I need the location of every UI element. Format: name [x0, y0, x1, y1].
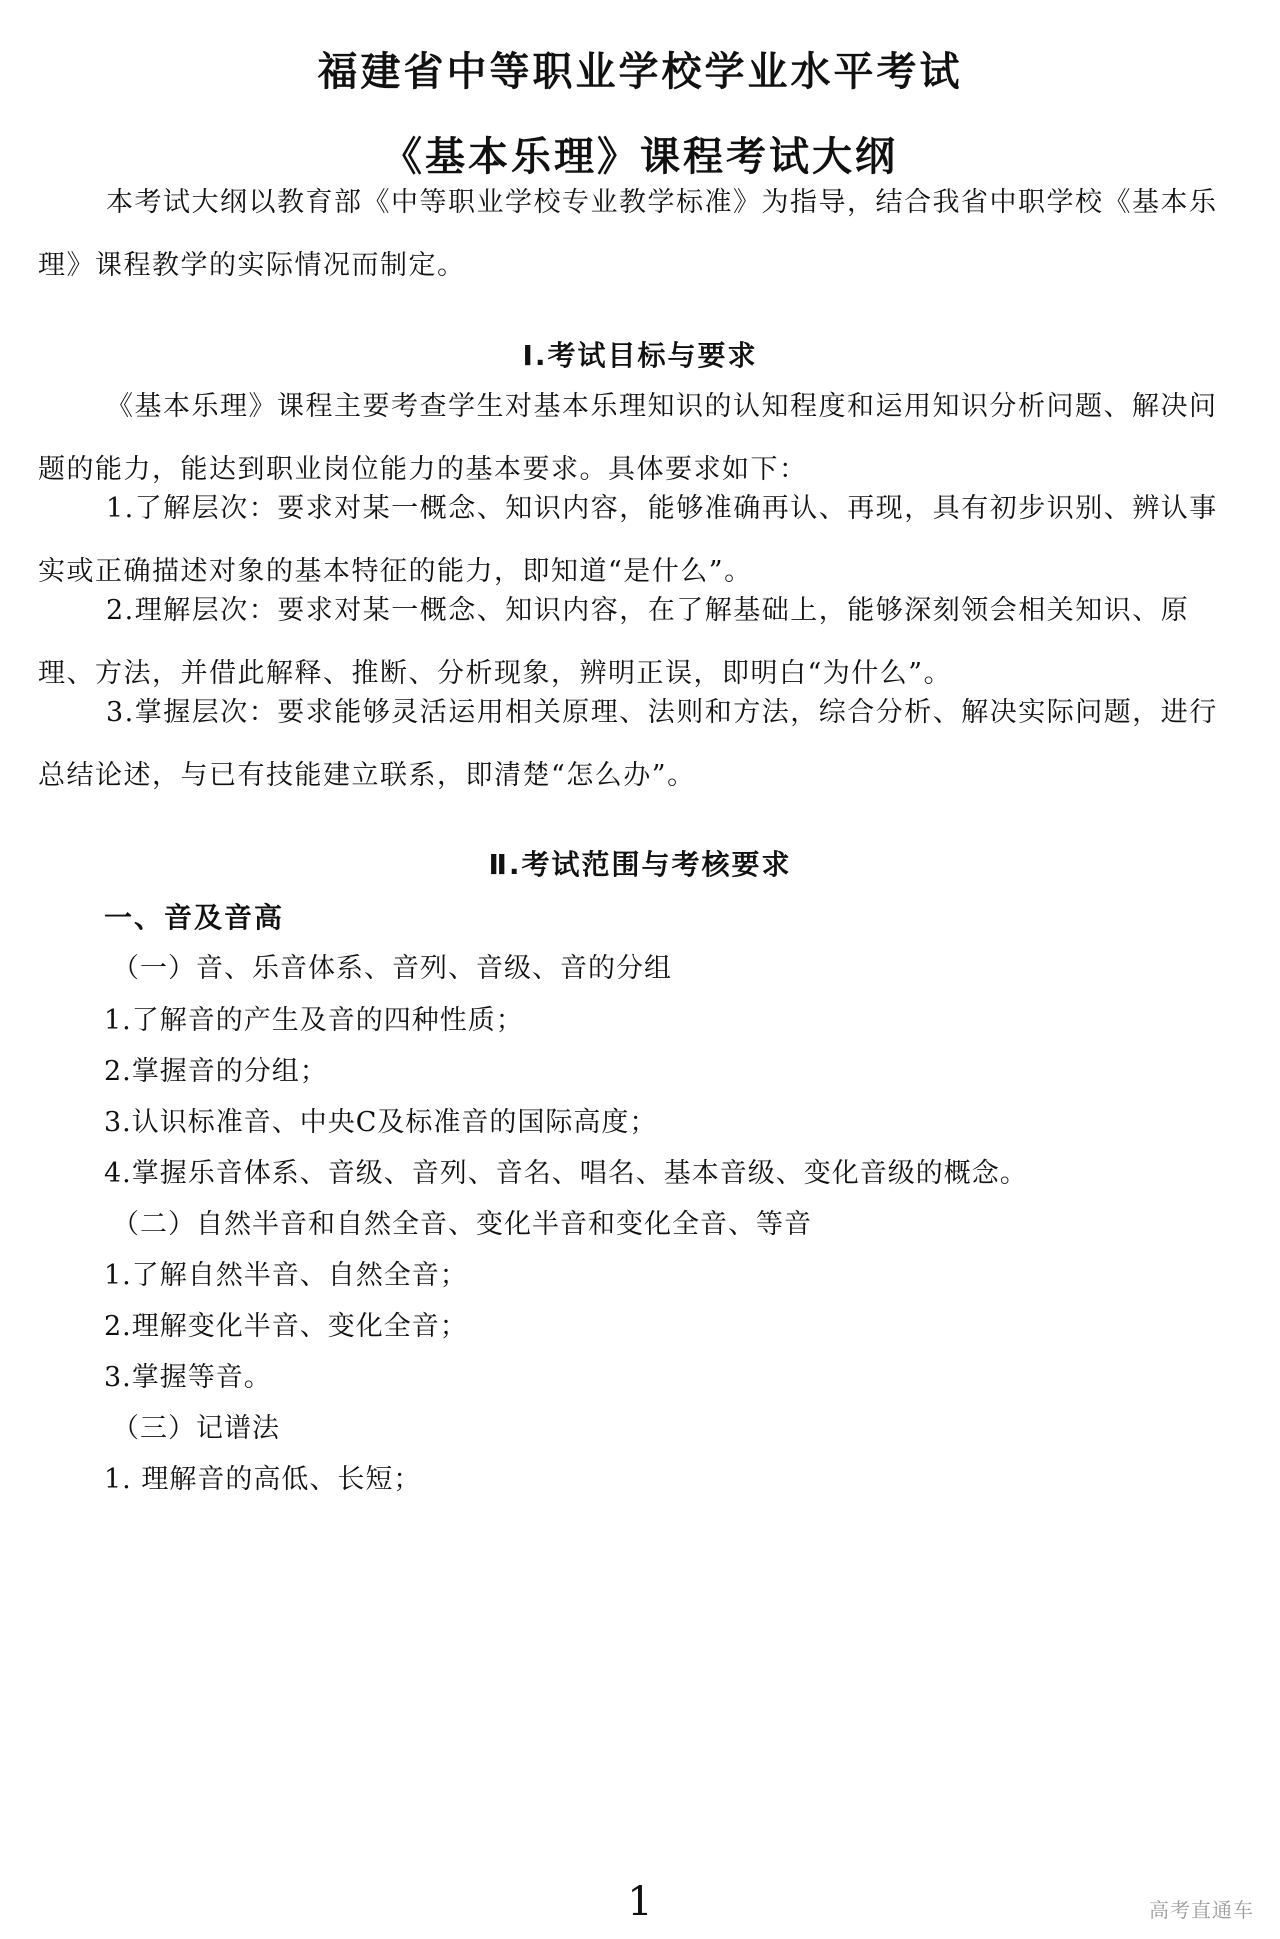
document-title-line1: 福建省中等职业学校学业水平考试	[317, 49, 963, 95]
subsection-title: （一）音、乐音体系、音列、音级、音的分组	[112, 953, 672, 984]
subsection-title: （三）记谱法	[112, 1413, 280, 1444]
level-comprehend-item: 2.理解层次：要求对某一概念、知识内容，在了解基础上，能够深刻领会相关知识、原理、方法，并借此解释、推断、分析现象，辨明正误，即明白“为什么”。	[38, 595, 1190, 689]
level-master-item: 3.掌握层次：要求能够灵活运用相关原理、法则和方法，综合分析、解决实际问题，进行总结论述，与已有技能建立联系，即清楚“怎么办”。	[38, 697, 1218, 791]
intro-paragraph: 本考试大纲以教育部《中等职业学校专业教学标准》为指导，结合我省中职学校《基本乐理》课程教学的实际情况而制定。	[38, 187, 1218, 281]
list-item: 2.掌握音的分组；	[104, 1056, 328, 1087]
list-item: 4.掌握乐音体系、音级、音列、音名、唱名、基本音级、变化音级的概念。	[104, 1158, 1028, 1189]
section2-heading: Ⅱ.考试范围与考核要求	[488, 848, 792, 881]
page-number: 1	[627, 1879, 653, 1925]
subsection-title: （二）自然半音和自然全音、变化半音和变化全音、等音	[112, 1209, 812, 1240]
level-understand-item: 1.了解层次：要求对某一概念、知识内容，能够准确再认、再现，具有初步识别、辨认事实或正确描述对象的基本特征的能力，即知道“是什么”。	[38, 493, 1218, 587]
list-item: 1.了解自然半音、自然全音；	[104, 1260, 468, 1291]
document-title-line2: 《基本乐理》课程考试大纲	[382, 134, 898, 180]
list-item: 3.认识标准音、中央C及标准音的国际高度；	[104, 1107, 658, 1138]
watermark-text: 高考直通车	[1149, 1898, 1254, 1922]
list-item: 2.理解变化半音、变化全音；	[104, 1311, 468, 1342]
section1-paragraph: 《基本乐理》课程主要考查学生对基本乐理知识的认知程度和运用知识分析问题、解决问题的能力，能达到职业岗位能力的基本要求。具体要求如下：	[38, 391, 1218, 485]
list-item: 1. 理解音的高低、长短；	[104, 1464, 422, 1495]
list-item: 1.了解音的产生及音的四种性质；	[104, 1005, 524, 1036]
section1-heading: Ⅰ.考试目标与要求	[522, 339, 758, 372]
list-item: 3.掌握等音。	[104, 1362, 272, 1393]
chapter-heading: 一、音及音高	[104, 901, 285, 934]
